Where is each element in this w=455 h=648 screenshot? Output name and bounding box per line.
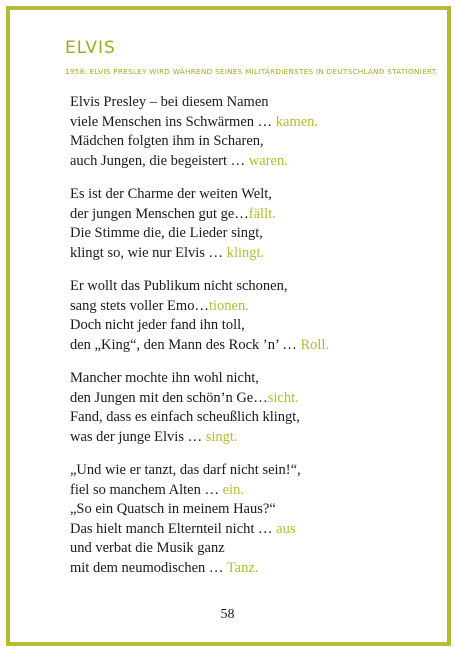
page-number: 58: [220, 607, 235, 622]
poem-line: Die Stimme die, die Lieder singt,: [70, 225, 263, 241]
poem-line: der jungen Menschen gut ge…fällt.: [70, 205, 276, 222]
stanza: [70, 93, 329, 171]
poem-line: klingt so, wie nur Elvis … klingt.: [70, 244, 265, 261]
poem-line: sang stets voller Emo…tionen.: [70, 297, 249, 314]
highlighted-word: ein.: [222, 481, 244, 498]
poem-line: Es ist der Charme der weiten Welt,: [70, 186, 272, 202]
highlighted-word: Tanz.: [226, 559, 259, 576]
stanza: [70, 277, 329, 355]
poem-line: Doch nicht jeder fand ihn toll,: [70, 317, 245, 333]
highlighted-word: kamen.: [275, 113, 319, 130]
poem-line: Fand, dass es einfach scheußlich klingt,: [70, 409, 300, 425]
poem-line: auch Jungen, die begeistert … waren.: [70, 152, 288, 169]
poem-line: den „King“, den Mann des Rock ’n’ … Roll.: [70, 336, 330, 353]
highlighted-word: aus: [276, 520, 296, 537]
highlighted-word: Roll.: [300, 336, 330, 353]
highlighted-word: klingt.: [226, 244, 265, 261]
poem-line: Mancher mochte ihn wohl nicht,: [70, 370, 259, 386]
poem-line: den Jungen mit den schön’n Ge…sicht.: [70, 389, 299, 406]
highlighted-word: fällt.: [248, 205, 276, 222]
poem-line: Das hielt manch Elternteil nicht … aus: [70, 520, 296, 537]
highlighted-word: waren.: [248, 152, 288, 169]
stanza: [70, 369, 329, 447]
highlighted-word: singt.: [205, 428, 238, 445]
stanza: [70, 461, 329, 578]
poem-line: „So ein Quatsch in meinem Haus?“: [70, 501, 276, 517]
poem-line: Mädchen folgten ihm in Scharen,: [70, 133, 264, 149]
poem-line: viele Menschen ins Schwärmen … kamen.: [70, 113, 319, 130]
poem-line: was der junge Elvis … singt.: [70, 428, 238, 445]
poem-line: und verbat die Musik ganz: [70, 540, 225, 556]
poem-line: „Und wie er tanzt, das darf nicht sein!“,: [70, 462, 301, 478]
poem-subtitle: 1958: ELVIS PRESLEY WIRD WÄHREND SEINES MILITÄRDIENSTES IN DEUTSCHLAND STATIONIERT.: [65, 67, 439, 76]
poem-line: Elvis Presley – bei diesem Namen: [70, 94, 269, 110]
poem-line: fiel so manchem Alten … ein.: [70, 481, 244, 498]
poem-line: Er wollt das Publikum nicht schonen,: [70, 278, 288, 294]
poem-title: ELVIS: [65, 38, 116, 58]
highlighted-word: sicht.: [267, 389, 299, 406]
poem-line: mit dem neumodischen … Tanz.: [70, 559, 259, 576]
highlighted-word: tionen.: [208, 297, 249, 314]
stanza: [70, 185, 329, 263]
poem-body: [70, 93, 329, 592]
